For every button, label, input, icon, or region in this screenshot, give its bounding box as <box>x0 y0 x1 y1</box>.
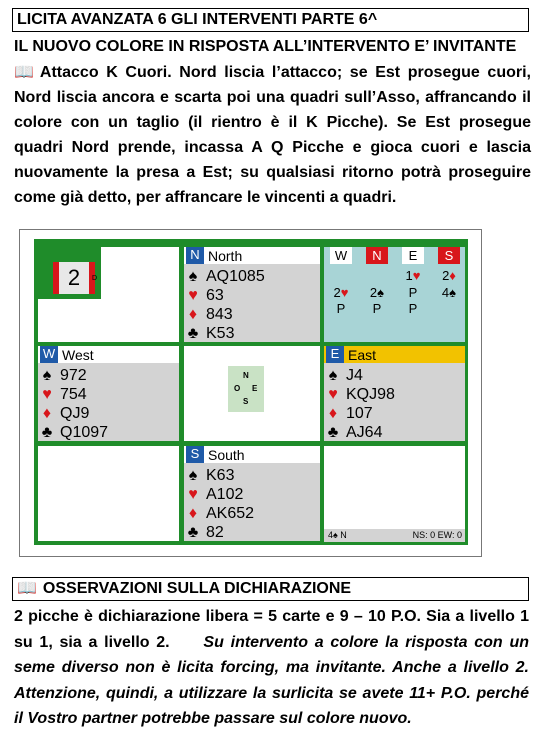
east-player-name: East <box>348 347 377 363</box>
east-hand-panel <box>324 346 465 441</box>
west-hearts: ♥ 754 <box>40 385 87 404</box>
east-diamonds: ♦ 107 <box>326 404 373 423</box>
north-player-name: North <box>208 248 243 264</box>
club-icon: ♣ <box>187 325 199 342</box>
auction-header-w: W <box>330 247 352 264</box>
compass-icon: N O E S <box>228 366 264 412</box>
diamond-icon: ♦ <box>188 306 198 323</box>
west-player-name: West <box>62 347 94 363</box>
club-icon: ♣ <box>187 524 199 541</box>
seat-tag-west: W <box>40 346 58 363</box>
observations-header <box>12 577 529 601</box>
observations-rule: 2 picche è dichiarazione libera = 5 carte e 9 – 10 P.O. Sia a livello 1 su 1, sia a livello 2. <box>14 608 529 651</box>
seat-tag-east: E <box>326 346 344 363</box>
auction-bid: P <box>408 285 418 300</box>
heart-icon: ♥ <box>188 287 198 304</box>
south-player-name: South <box>208 447 245 463</box>
book-icon: 📖 <box>17 580 37 597</box>
heart-icon: ♥ <box>188 486 198 503</box>
south-clubs: ♣ 82 <box>187 524 224 541</box>
bidding-table <box>324 247 465 342</box>
north-clubs: ♣ K53 <box>187 325 235 342</box>
book-icon: 📖 <box>14 64 34 81</box>
dealer-marker: D <box>92 275 98 282</box>
club-icon: ♣ <box>41 424 53 441</box>
auction-header-n: N <box>366 247 388 264</box>
spade-icon: ♠ <box>188 467 198 484</box>
west-hand-panel <box>38 346 179 441</box>
north-diamonds: ♦ 843 <box>186 305 233 324</box>
section-subtitle: IL NUOVO COLORE IN RISPOSTA ALL’INTERVENTO E’ INVITANTE <box>14 38 517 55</box>
east-spades: ♠ J4 <box>326 366 363 385</box>
score-label: NS: 0 EW: 0 <box>412 530 462 540</box>
north-spades: ♠ AQ1085 <box>186 267 265 286</box>
auction-bid: P <box>336 301 346 316</box>
spade-icon: ♠ <box>42 367 52 384</box>
spade-icon: ♠ <box>188 268 198 285</box>
diamond-icon: ♦ <box>188 505 198 522</box>
east-hearts: ♥ KQJ98 <box>326 385 395 404</box>
spade-icon: ♠ <box>328 367 338 384</box>
board-number: 2 <box>67 265 81 290</box>
empty-panel <box>38 446 179 541</box>
page-title: LICITA AVANZATA 6 GLI INTERVENTI PARTE 6^ <box>12 8 529 32</box>
result-panel <box>324 446 465 541</box>
contract-status-bar <box>324 529 465 542</box>
auction-bid: 1♥ <box>405 268 421 283</box>
club-icon: ♣ <box>327 424 339 441</box>
auction-bid: 2♠ <box>369 285 385 300</box>
observations-title: OSSERVAZIONI SULLA DICHIARAZIONE <box>42 580 352 597</box>
auction-bid: P <box>372 301 382 316</box>
auction-bid: 2♦ <box>442 268 456 283</box>
seat-tag-south: S <box>186 446 204 463</box>
board-number-panel <box>38 247 179 342</box>
auction-bid: P <box>408 301 418 316</box>
west-spades: ♠ 972 <box>40 366 87 385</box>
heart-icon: ♥ <box>42 386 52 403</box>
diamond-icon: ♦ <box>42 405 52 422</box>
diamond-icon: ♦ <box>328 405 338 422</box>
west-diamonds: ♦ QJ9 <box>40 404 89 423</box>
south-hearts: ♥ A102 <box>186 485 243 504</box>
observations-text <box>14 604 529 732</box>
contract-label: 4♠ N <box>328 530 347 540</box>
auction-bid: 4♠ <box>441 285 457 300</box>
intro-text: Attacco K Cuori. Nord liscia l’attacco; se Est prosegue cuori, Nord liscia ancora e scarta poi una quadri sull’Asso, affrancando il colore con un taglio (il rientro è il K Picche). Se Est prosegue quadri Nord prende, incassa A Q Picche e gioca cuori e lascia nuovamente la presa a Est; su qualsiasi ritorno potrà proseguire come già detto, per affrancare le vincenti a quadri. <box>14 64 531 206</box>
auction-header-s: S <box>438 247 460 264</box>
auction-header-e: E <box>402 247 424 264</box>
observations-note: Su intervento a colore la risposta con un seme diverso non è licita forcing, ma invitante. Anche a livello 2. Attenzione, quindi, a utilizzare la surlicita se avete 11+ P.O. perché il Vostro partner potrebbe passare sul colore nuovo. <box>14 633 529 727</box>
heart-icon: ♥ <box>328 386 338 403</box>
intro-paragraph <box>14 60 531 210</box>
south-hand-panel <box>184 446 320 541</box>
west-clubs: ♣ Q1097 <box>41 424 109 441</box>
north-hearts: ♥ 63 <box>186 286 224 305</box>
east-clubs: ♣ AJ64 <box>327 424 383 441</box>
seat-tag-north: N <box>186 247 204 264</box>
south-diamonds: ♦ AK652 <box>186 504 254 523</box>
auction-bid: 2♥ <box>333 285 349 300</box>
south-spades: ♠ K63 <box>186 466 234 485</box>
north-hand-panel <box>184 247 320 342</box>
